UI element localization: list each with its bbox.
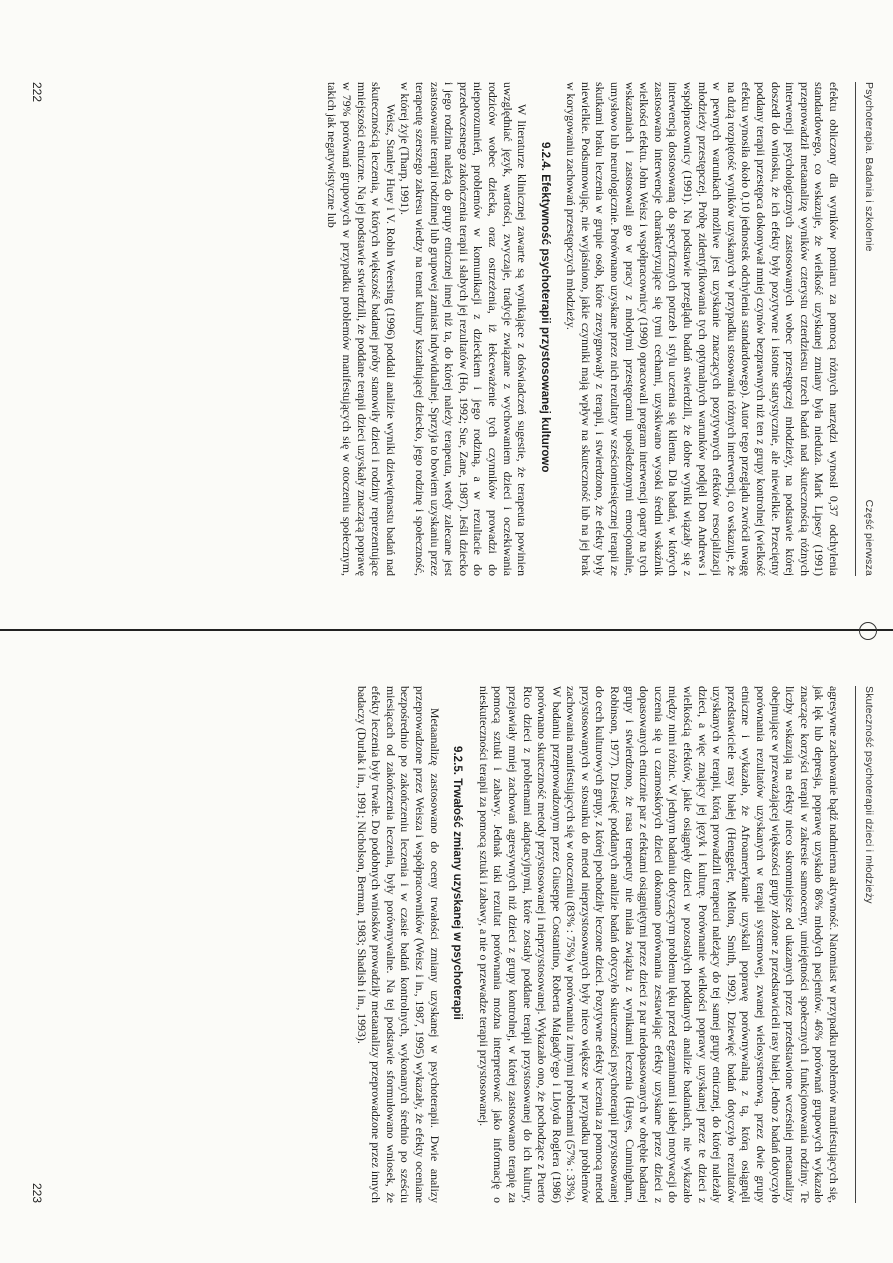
paragraph: Metaanalizę zastosowano do oceny trwałości zmiany uzyskanej w psychoterapii. Dwie analizy przeprowadzone przez Weisza i współpracowników (Weisz i in., 1987, 1995) wykazały, że efekty oceniane bezpośrednio po zakończeniu leczenia i w czasie badań kontrolnych, wykonanych średnio po sześciu miesiącach od zakończenia leczenia, były porównywalne. Na tej podstawie sformułowano wniosek, że efekty leczenia były trwałe. Do podobnych wniosków prowadziły metaanalizy przeprowadzone przez innych badaczy (Durlak i in., 1991; Nicholson, Berman, 1983; Shadish i in., 1993). (354, 686, 442, 1203)
running-head (855, 82, 875, 576)
right-page-body (354, 686, 841, 1203)
section-heading: 9.2.4. Efektywność psychoterapii przystosowanej kulturowo (538, 142, 552, 473)
page-number: 222 (30, 82, 44, 103)
right-page (0, 632, 893, 1263)
paragraph: W literaturze klinicznej zawarte są wynikające z doświadczeń sugestie, że terapeuta powinien uwzględniać język, wartości, zwyczaje, tradycje związane z wychowaniem dzieci i oczekiwania rodziców wobec dziecka, oraz ostrzeżenia, iż łekceważenie tych czynników prowadzi do nieporozumień, problemów w komunikacji z dzieckiem i jego rodziną, a w rezultacie do przedwczesnego zakończenia terapii i słabych jej rezultatów (Ho, 1992; Sue, Zane, 1987). Jeśli dziecko i jego rodzina należą do grupy etnicznej innej niż ta, do której należy terapeuta, wtedy zalecane jest zastosowanie terapii rodzinnej lub grupowej zamiast indywidualnej. Sprzyja to bowiem uzyskaniu przez terapeutę szerszego zakresu wiedzy na temat kultury kształtującej dziecko, jego rodzinę i społeczność, w której żyje (Tharp, 1991). (398, 82, 530, 576)
paragraph: Weisz, Stanley Huey i V. Robin Weersing (1996) poddali analizie wyniki dziewiętnastu badań nad skutecznością leczenia, w których większość badanej próby stanowiły dzieci i rodziny reprezentujące mniejszości etniczne. Na jej podstawie stwierdzili, że poddane terapii dzieci uzyskały znaczącą poprawę w 79% porównań grupowych w przypadku problemów manifestujących się w otoczeniu społecznym, takich jak negatywistyczne lub (325, 82, 398, 576)
left-page-body (325, 82, 841, 576)
paragraph: efektu obliczony dla wyników pomiaru za pomocą różnych narzędzi wynosił 0,37 odchylenia standardowego, co wskazuje, że wielkość uzyskanej zmiany była nieduża. Mark Lipsey (1991) przeprowadził metaanalizę wyników czterystu czterdziestu trzech badań nad skutecznością różnych interwencji psychologicznych zastosowanych wobec przestępczej młodzieży, na podstawie której doszedł do wniosku, że ich efekty były pozytywne i istotne statystycznie, ale niewielkie. Przeciętny poddany terapii przestępca dokonywał mniej czynów bezprawnych niż ten z grupy kontrolnej (wielkość efektu wynosiła około 0,10 jednostek odchylenia standardowego). Autor tego przeglądu zwrócił uwagę na dużą rozpiętość wyników uzyskanych w przypadku stosowania różnych interwencji, co wskazuje, że w pewnych warunkach możliwe jest uzyskanie znaczących pozytywnych efektów resocjalizacji młodzieży przestępczej. Próbę zidentyfikowania tych optymalnych warunków podjęli Don Andrews i współpracownicy (1991). Na podstawie przeglądu badań stwierdzili, że dobre wyniki wiązały się z interwencją dostosowaną do specyficznych potrzeb i stylu uczenia się klienta. Dla badań, w których zastosowano interwencje charakteryzujące się tymi cechami, uzyskiwano wysoki średni wskaźnik wielkości efektu. John Weisz i współpracownicy (1990) opracowali program interwencji oparty na tych wskazaniach i zastosowali go w pracy z młodymi przestępcami upośledzonymi emocjonalnie, umysłowo lub neurologicznie. Porównano uzyskane przez nich rezultaty w sześciomiesięcznej terapii ze skutkami braku leczenia w grupie osób, które zrezygnowały z terapii, i stwierdzono, że efekty były niewielkie. Podsumowując, nie wyjaśniono, jakie czynniki mają wpływ na skuteczność lub na jej brak w korygowaniu zachowań przestępczych młodzieży. (564, 82, 841, 576)
paragraph: agresywne zachowanie bądź nadmierna aktywność. Natomiast w przypadku problemów manifestujących się, jak lęk lub depresja, poprawę uzyskało 86% młodych pacjentów. 46% porównań grupowych wykazało znaczące korzyści terapii w zakresie samooceny, umiejętności społecznych i funkcjonowania rodziny. Te liczby wskazują na efekty nieco skromniejsze od ukazanych przez przedstawione wcześniej metaanalizy obejmujące w przeważającej większości grupy złożone z przedstawicieli rasy białej. Jedno z badań dotyczyło porównania rezultatów uzyskanych w terapii systemowej, zwanej wielosystemową, przez dwie grupy etniczne i wykazało, że Afroamerykanie uzyskali poprawę porównywalną z tą, którą osiągnęli przedstawiciele rasy białej (Henggeler, Melton, Smith, 1992). Dziewięć badań dotyczyło rezultatów uzyskanych w terapii, którą prowadzili terapeuci należący do tej samej grupy etnicznej, do której należały dzieci, a więc znający jej język i kulturę. Porównanie wielkości poprawy uzyskanej przez te dzieci z wielkością efektów, jakie osiągnęły dzieci w pozostałych poddanych analizie badaniach, nie wykazało między nimi różnic. W jednym badaniu dotyczącym problemu lęku przed egzaminami i słabej motywacji do uczenia się u czarnoskórych dzieci dokonano porównania zestawiając efekty uzyskane przez dzieci z dopasowanych etnicznie par z efektami osiągniętymi przez dzieci z par niedopasowanych w obrębie badanej grupy i stwierdzono, że rasa terapeuty nie miała związku z wynikami leczenia (Hayes, Cunningham, Robinson, 1977). Dziesięć poddanych analizie badań dotyczyło skuteczności psychoterapii przystosowanej do cech kulturowych grupy, z której pochodziły leczone dzieci. Pozytywne efekty leczenia za pomocą metod przystosowanych w stosunku do metod nieprzystosowanych były nieco większe w przypadku problemów zachowania manifestujących się w otoczeniu (83% : 75%) w porównaniu z innymi problemami (57% : 33%). W badaniu przeprowadzonym przez Giuseppe Costantino, Roberta Malgady'ego i Lloyda Roglera (1986) porównano skuteczność metody przystosowanej i nieprzystosowanej. Wykazało ono, że pochodzące z Puerto Rico dzieci z problemami adaptacyjnymi, które zostały poddane terapii przystosowanej do ich kultury, przejawiały mniej zachowań agresywnych niż dzieci z grupy kontrolnej, w której zastosowano terapię za pomocą sztuki i zabawy. Jednak taki rezultat porównania można interpretować jako informację o nieskuteczności terapii za pomocą sztuki i zabawy, a nie o przewadze terapii przystosowanej. (476, 686, 841, 1203)
running-head (855, 686, 875, 1203)
running-head-book-title: Psychoterapia. Badania i szkolenie (863, 82, 875, 252)
running-head-chapter-title: Skuteczność psychoterapii dzieci i młodzieży (863, 686, 875, 904)
left-page (0, 0, 893, 630)
book-gutter (0, 629, 893, 631)
section-heading: 9.2.5. Trwałość zmiany uzyskanej w psychoterapii (451, 746, 465, 1020)
page-number: 223 (30, 1182, 44, 1203)
running-head-part: Część pierwsza (863, 499, 875, 576)
